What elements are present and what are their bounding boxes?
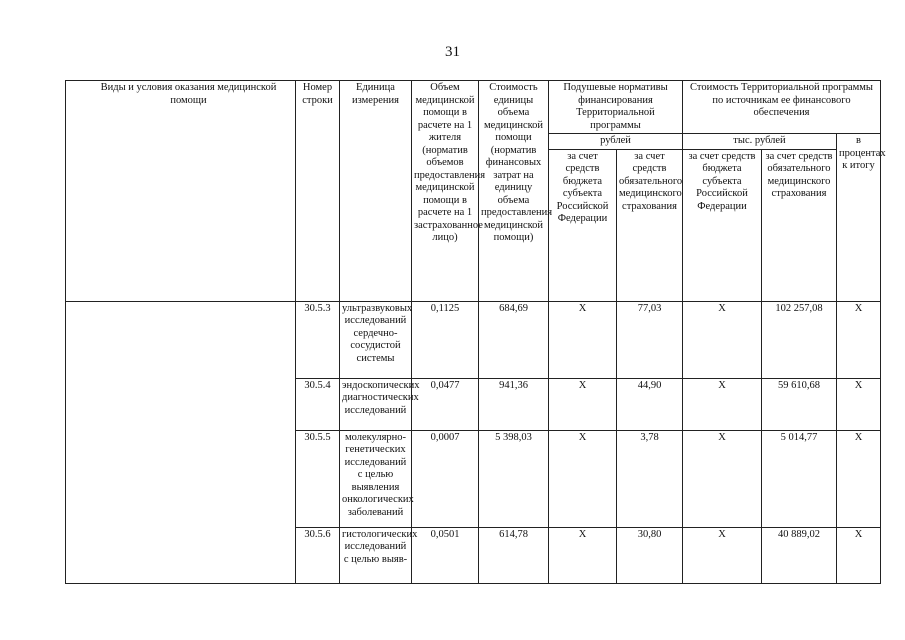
row-total-oms: 40 889,02: [762, 527, 837, 583]
row-norm-oms: 3,78: [617, 430, 683, 527]
row-unit: эндоскопических диагностических исследований: [340, 378, 412, 430]
header-total-oms: за счет средств обязательного медицинского страхования: [762, 149, 837, 301]
table-row: [66, 301, 881, 378]
header-cost: Стоимость единицы объема медицинской помощи (норматив финансовых затрат на единицу объема предоставления медицинской помощи): [479, 81, 549, 302]
row-total-oms: 102 257,08: [762, 301, 837, 378]
row-total-budget: X: [683, 430, 762, 527]
row-number: 30.5.5: [296, 430, 340, 527]
header-total-budget: за счет средств бюджета субъекта Российской Федерации: [683, 149, 762, 301]
financing-table: [65, 80, 886, 584]
header-row-number: Номер строки: [296, 81, 340, 302]
row-norm-budget: X: [549, 527, 617, 583]
row-total-oms: 5 014,77: [762, 430, 837, 527]
row-volume: 0,0501: [412, 527, 479, 583]
row-volume: 0,0477: [412, 378, 479, 430]
row-cost: 614,78: [479, 527, 549, 583]
header-norm-oms: за счет средств обязательного медицинского страхования: [617, 149, 683, 301]
row-unit: ультразвуковых исследований сердечно-сосудистой системы: [340, 301, 412, 378]
header-types: Виды и условия оказания медицинской помощи: [66, 81, 296, 302]
row-total-oms: 59 610,68: [762, 378, 837, 430]
row-norm-budget: X: [549, 378, 617, 430]
types-cell: [66, 301, 296, 583]
row-norm-budget: X: [549, 430, 617, 527]
header-volume: Объем медицинской помощи в расчете на 1 жителя (норматив объемов предоставления медицинской помощи в расчете на 1 застрахованное лицо): [412, 81, 479, 302]
row-number: 30.5.3: [296, 301, 340, 378]
row-percent: X: [837, 430, 881, 527]
row-volume: 0,1125: [412, 301, 479, 378]
header-program-cost: Стоимость Территориальной программы по источникам ее финансового обеспечения: [683, 81, 881, 134]
row-cost: 941,36: [479, 378, 549, 430]
header-unit-rubles: рублей: [549, 134, 683, 150]
header-unit-thousand-rubles: тыс. рублей: [683, 134, 837, 150]
row-norm-oms: 77,03: [617, 301, 683, 378]
row-norm-oms: 44,90: [617, 378, 683, 430]
page-number: 31: [445, 44, 460, 60]
header-unit: Единица измерения: [340, 81, 412, 302]
row-total-budget: X: [683, 527, 762, 583]
row-percent: X: [837, 301, 881, 378]
row-cost: 684,69: [479, 301, 549, 378]
row-norm-oms: 30,80: [617, 527, 683, 583]
header-percent: в процентах к итогу: [837, 134, 881, 302]
row-number: 30.5.6: [296, 527, 340, 583]
header-norm-budget: за счет средств бюджета субъекта Российской Федерации: [549, 149, 617, 301]
row-unit: гистологических исследований с целью выяв-: [340, 527, 412, 583]
row-cost: 5 398,03: [479, 430, 549, 527]
row-total-budget: X: [683, 378, 762, 430]
row-percent: X: [837, 378, 881, 430]
row-number: 30.5.4: [296, 378, 340, 430]
row-volume: 0,0007: [412, 430, 479, 527]
row-percent: X: [837, 527, 881, 583]
header-per-capita-norms: Подушевые нормативы финансирования Территориальной программы: [549, 81, 683, 134]
row-total-budget: X: [683, 301, 762, 378]
row-unit: молекулярно-генетических исследований с целью выявления онкологических заболеваний: [340, 430, 412, 527]
row-norm-budget: X: [549, 301, 617, 378]
